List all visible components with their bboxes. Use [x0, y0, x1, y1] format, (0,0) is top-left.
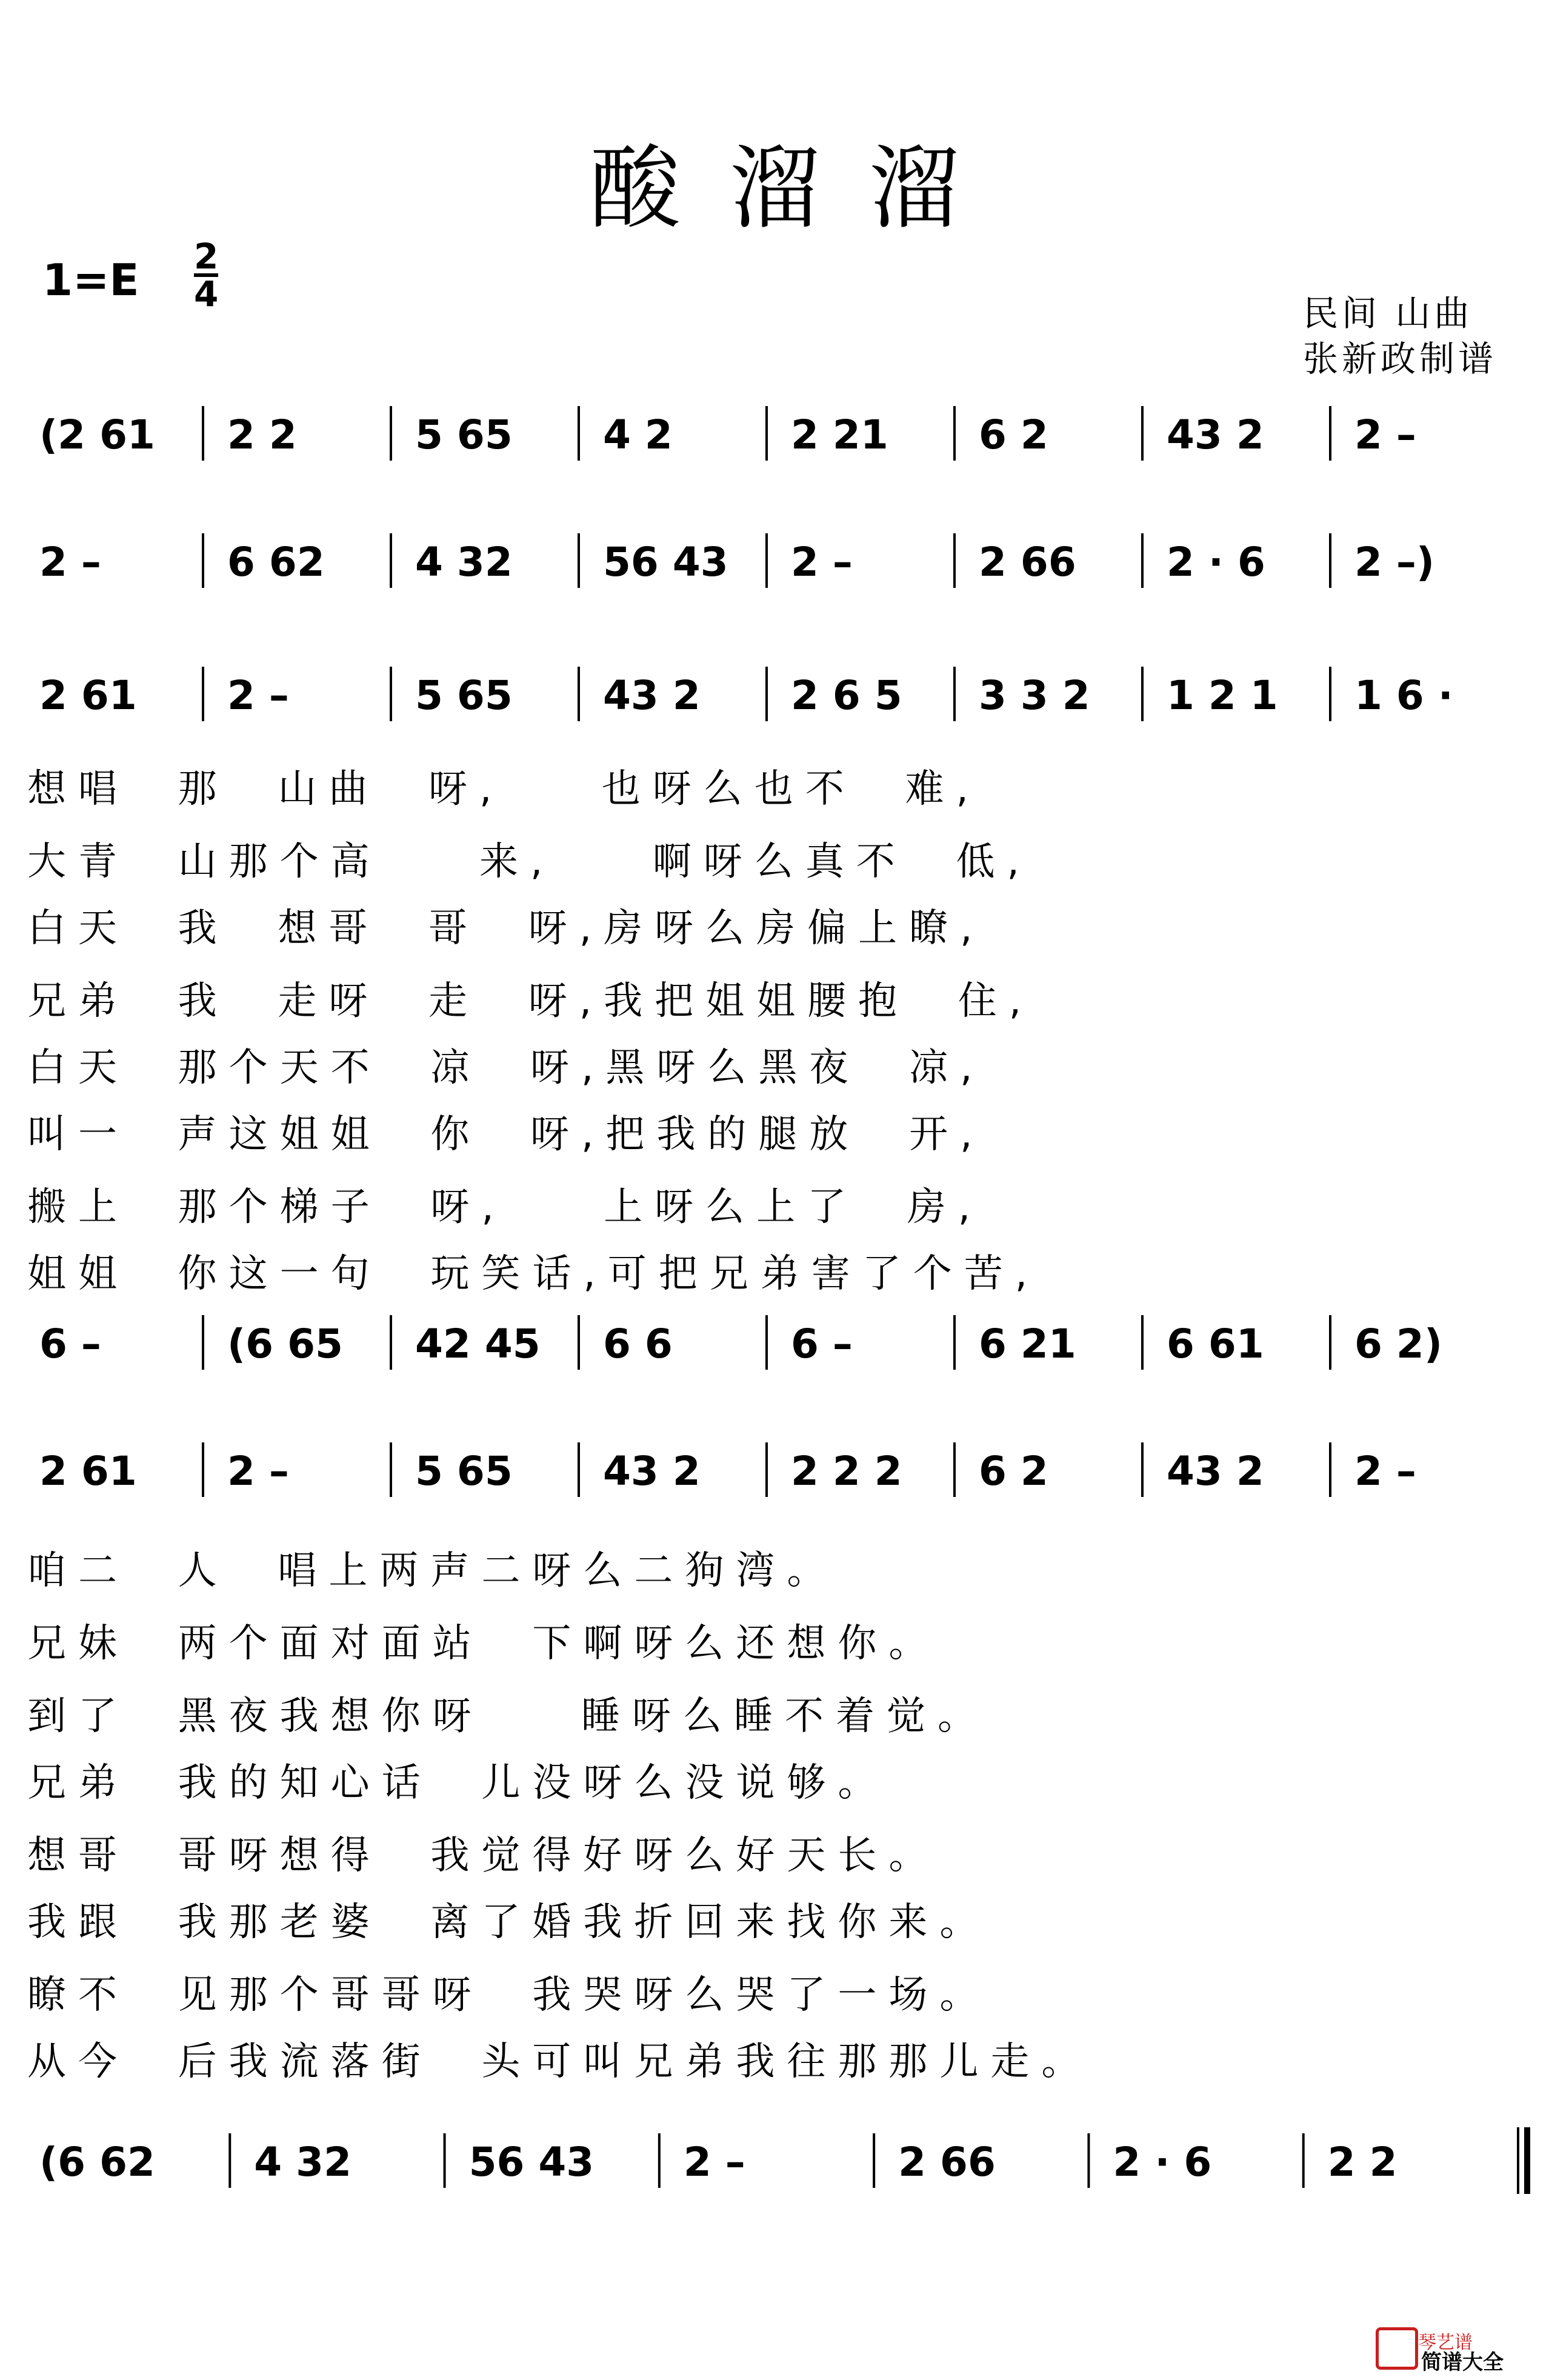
measure-notes: 2 · 6 [1167, 539, 1265, 585]
staff-row [27, 1303, 1542, 1382]
measure-notes: 6 2) [1354, 1321, 1442, 1367]
measure-notes: 56 43 [468, 2139, 595, 2185]
staff-svg [27, 655, 1530, 733]
measure-notes: 2 66 [979, 539, 1076, 585]
lyric-line: 从今 后我流落街 头可叫兄弟我往那那儿走。 [27, 2039, 1093, 2084]
logo-site: 琴艺谱 [1418, 2332, 1473, 2353]
measure-notes: 2 2 2 [791, 1448, 902, 1495]
staff-row [27, 1430, 1542, 1509]
credit-origin: 民间 山曲 [1303, 293, 1473, 334]
credit-arranger: 张新政制谱 [1303, 338, 1497, 379]
meter-bottom: 4 [194, 273, 219, 315]
lyric-line: 瞭不 见那个哥哥呀 我哭呀么哭了一场。 [27, 1973, 991, 2018]
measure-notes: 2 – [227, 672, 289, 719]
staff-svg [27, 2121, 1530, 2200]
lyric-line: 兄弟 我 走呀 走 呀,我把姐姐腰抱 住, [27, 979, 1034, 1024]
measure-notes: 6 2 [979, 412, 1048, 458]
measure-notes: 43 2 [1167, 1448, 1264, 1495]
site-logo [1376, 2327, 1539, 2376]
lyric-line: 我跟 我那老婆 离了婚我折回来找你来。 [27, 1900, 991, 1945]
measure-notes: 2 – [791, 539, 853, 585]
measure-notes: 3 3 2 [979, 672, 1090, 719]
staff-svg [27, 1430, 1530, 1509]
measure-notes: 2 66 [898, 2139, 996, 2185]
measure-notes: 5 65 [415, 1448, 513, 1495]
lyric-line: 白天 那个天不 凉 呀,黑呀么黑夜 凉, [27, 1045, 985, 1090]
time-signature [194, 236, 219, 315]
lyric-line: 兄弟 我的知心话 儿没呀么没说够。 [27, 1761, 889, 1805]
measure-notes: 5 65 [415, 412, 513, 458]
measure-notes: 6 61 [1167, 1321, 1264, 1367]
measure-notes: 42 45 [415, 1321, 541, 1367]
song-title: 酸溜溜 [589, 136, 1008, 242]
measure-notes: 2 – [39, 539, 101, 585]
measure-notes: 4 2 [603, 412, 673, 458]
measure-notes: 2 – [1354, 1448, 1416, 1495]
logo-mark-icon [1376, 2327, 1418, 2370]
measure-notes: 2 · 6 [1113, 2139, 1212, 2185]
measure-notes: 6 – [39, 1321, 101, 1367]
measure-notes: 2 61 [39, 1448, 137, 1495]
measure-notes: 56 43 [603, 539, 728, 585]
measure-notes: 2 2 [227, 412, 297, 458]
measure-notes: 1 6 · [1354, 672, 1453, 719]
measure-notes: 6 – [791, 1321, 853, 1367]
measure-notes: 4 32 [415, 539, 513, 585]
lyric-line: 到了 黑夜我想你呀 睡呀么睡不着觉。 [27, 1694, 989, 1739]
measure-notes: 6 2 [979, 1448, 1048, 1495]
staff-svg [27, 1303, 1530, 1382]
measure-notes: 6 6 [603, 1321, 673, 1367]
lyric-line: 兄妹 两个面对面站 下啊呀么还想你。 [27, 1621, 940, 1666]
key-signature: 1=E [42, 255, 139, 305]
measure-notes: 43 2 [603, 1448, 701, 1495]
measure-notes: (6 65 [227, 1321, 343, 1367]
lyric-line: 想唱 那 山曲 呀, 也呀么也不 难, [27, 767, 981, 812]
measure-notes: (6 62 [39, 2139, 155, 2185]
meter-top: 2 [194, 236, 219, 277]
lyric-line: 白天 我 想哥 哥 呀,房呀么房偏上瞭, [27, 906, 985, 951]
lyric-line: 姐姐 你这一句 玩笑话,可把兄弟害了个苦, [27, 1252, 1040, 1296]
staff-row [27, 655, 1542, 733]
logo-name: 简谱大全 [1421, 2350, 1504, 2375]
measure-notes: 43 2 [1167, 412, 1264, 458]
measure-notes: 4 32 [254, 2139, 352, 2185]
measure-notes: 2 6 5 [791, 672, 902, 719]
measure-notes: (2 61 [39, 412, 155, 458]
lyric-line: 搬上 那个梯子 呀, 上呀么上了 房, [27, 1185, 983, 1230]
measure-notes: 1 2 1 [1167, 672, 1278, 719]
measure-notes: 2 – [1354, 412, 1416, 458]
staff-row [27, 394, 1542, 473]
lyric-line: 想哥 哥呀想得 我觉得好呀么好天长。 [27, 1833, 940, 1878]
measure-notes: 2 –) [1354, 539, 1435, 585]
measure-notes: 2 21 [791, 412, 888, 458]
staff-svg [27, 394, 1530, 473]
lyric-line: 大青 山那个高 来, 啊呀么真不 低, [27, 839, 1031, 884]
staff-row [27, 521, 1542, 600]
measure-notes: 6 21 [979, 1321, 1076, 1367]
measure-notes: 6 62 [227, 539, 325, 585]
measure-notes: 2 – [227, 1448, 289, 1495]
measure-notes: 2 2 [1327, 2139, 1397, 2185]
measure-notes: 2 61 [39, 672, 137, 719]
lyric-line: 叫一 声这姐姐 你 呀,把我的腿放 开, [27, 1112, 985, 1157]
staff-row [27, 2121, 1542, 2200]
measure-notes: 2 – [683, 2139, 745, 2185]
staff-svg [27, 521, 1530, 600]
measure-notes: 43 2 [603, 672, 701, 719]
lyric-line: 咱二 人 唱上两声二呀么二狗湾。 [27, 1548, 838, 1593]
measure-notes: 5 65 [415, 672, 513, 719]
